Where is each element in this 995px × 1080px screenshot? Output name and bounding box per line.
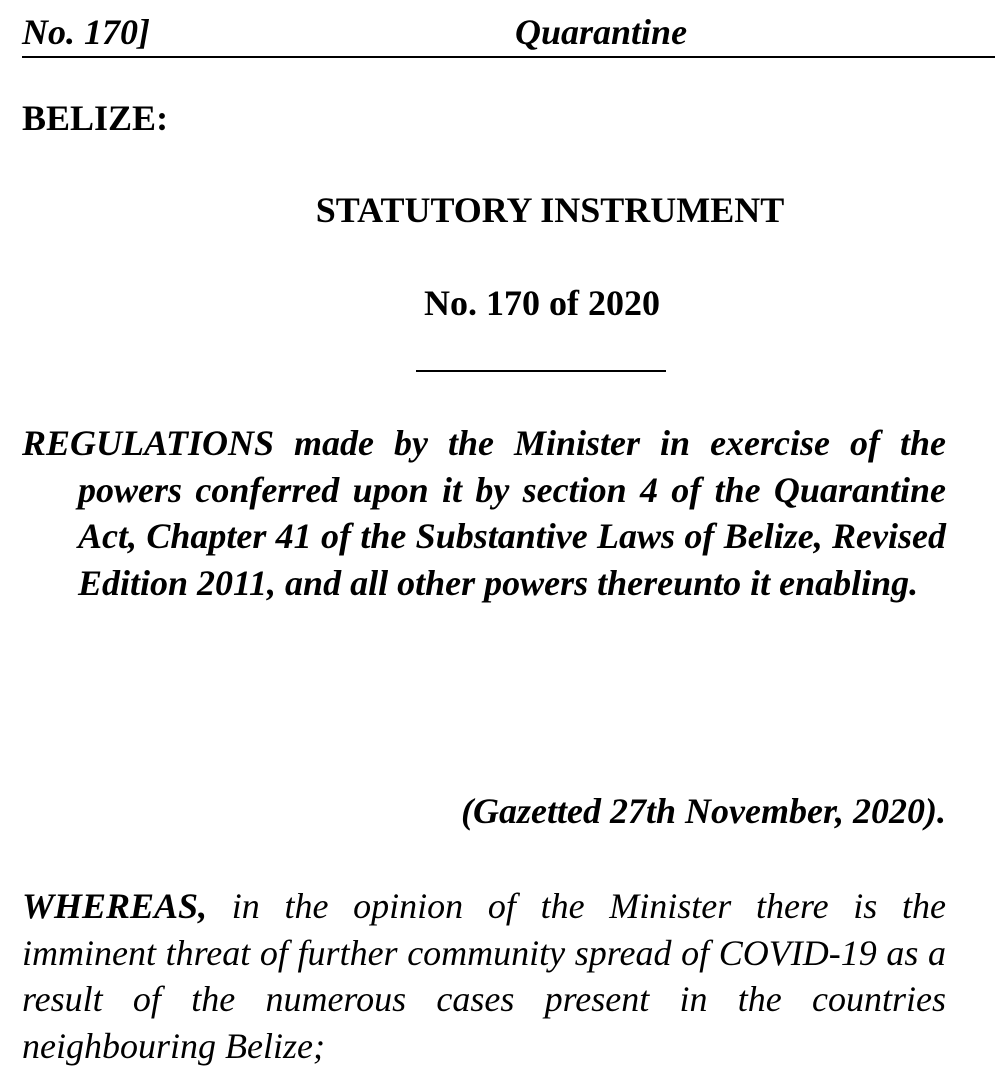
instrument-title: STATUTORY INSTRUMENT (315, 190, 785, 230)
preamble-paragraph: REGULATIONS made by the Minister in exercise of the powers conferred upon it by section 4 of the Quarantine Act, Chapter 41 of the Substantive Laws of Belize, Revised Edition 2011, and all other powers thereunto it enabling. (22, 423, 946, 603)
whereas-paragraph (22, 883, 946, 1069)
whereas-text: in the opinion of the Minister there is the imminent threat of further community spread of COVID-19 as a result of the numerous cases present in the countries neighbouring Belize; (22, 886, 946, 1066)
country-heading: BELIZE: (22, 98, 169, 138)
whereas-lead: WHEREAS, (22, 886, 208, 926)
header-instrument-number: No. 170] (22, 12, 150, 52)
header-title: Quarantine (515, 12, 688, 52)
instrument-number: No. 170 of 2020 (424, 283, 660, 323)
divider-rule (416, 370, 666, 372)
page-header (22, 8, 995, 58)
gazetted-date: (Gazetted 27th November, 2020). (461, 791, 946, 831)
